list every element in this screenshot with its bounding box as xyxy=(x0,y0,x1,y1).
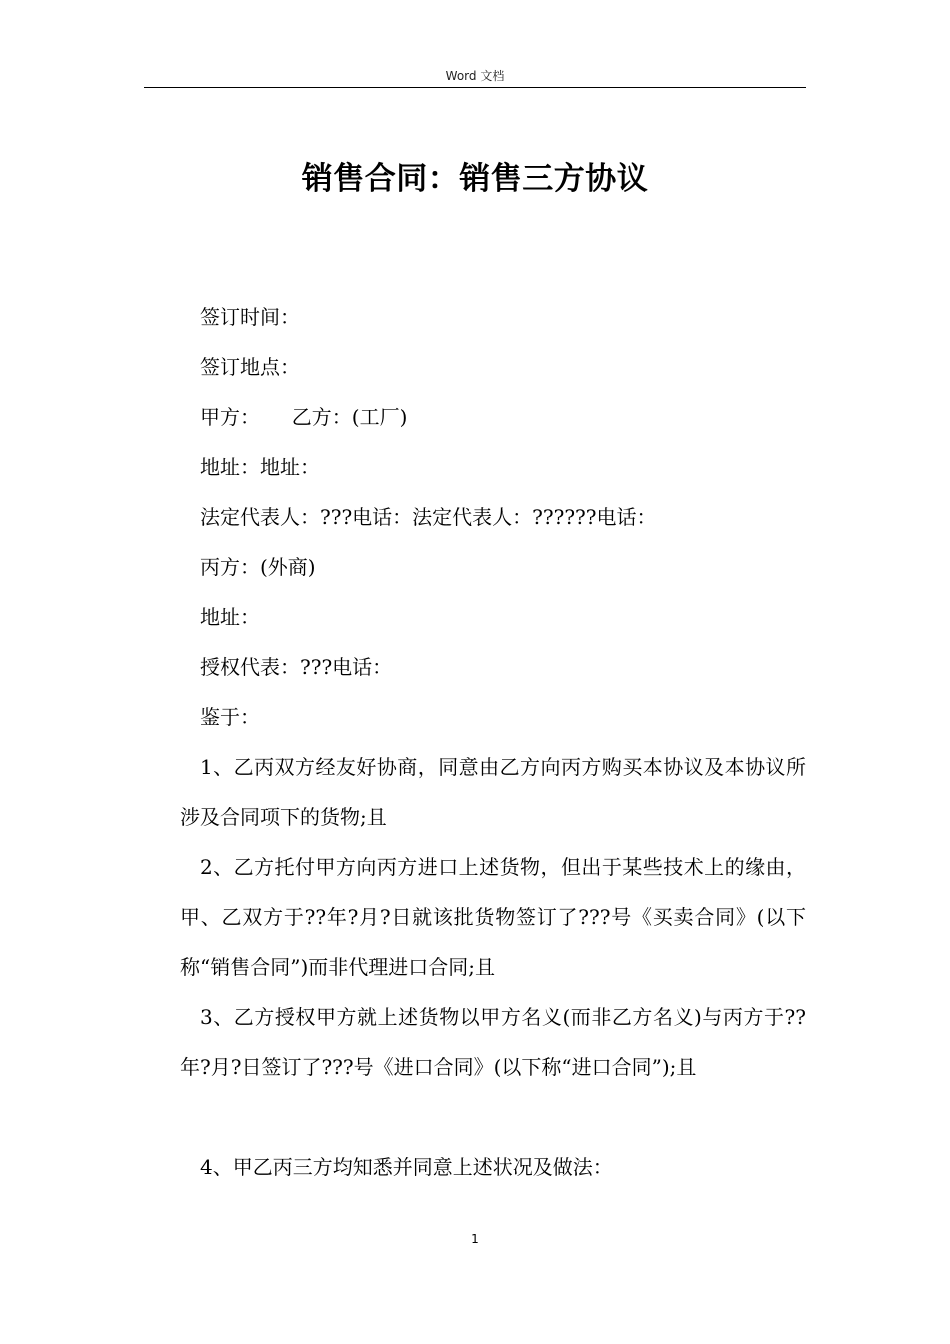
whereas-line: 鉴于： xyxy=(200,705,260,729)
signing-place-line: 签订地点： xyxy=(200,355,300,379)
clause-1: 1、乙丙双方经友好协商，同意由乙方向丙方购买本协议及本协议所涉及合同项下的货物;且 xyxy=(180,755,806,829)
clause-3: 3、乙方授权甲方就上述货物以甲方名义(而非乙方名义)与丙方于??年?月?日签订了???号《进口合同》(以下称“进口合同”);且 xyxy=(180,1005,806,1079)
page-header: Word 文档 xyxy=(445,69,505,83)
signing-time-line: 签订时间： xyxy=(200,305,300,329)
clause-2: 2、乙方托付甲方向丙方进口上述货物，但出于某些技术上的缘由，甲、乙双方于??年?月?日就该批货物签订了???号《买卖合同》(以下称“销售合同”)而非代理进口合同;且 xyxy=(180,855,806,979)
party-c-line: 丙方：(外商) xyxy=(200,555,316,579)
page-number: 1 xyxy=(471,1232,479,1246)
party-a-b-line: 甲方： 乙方：(工厂) xyxy=(200,405,408,429)
header-rule xyxy=(144,87,806,88)
document-title: 销售合同：销售三方协议 xyxy=(301,161,649,197)
address-line: 地址：地址： xyxy=(200,455,320,479)
legal-rep-line: 法定代表人：???电话：法定代表人：??????电话： xyxy=(200,505,657,529)
authorized-rep-line: 授权代表：???电话： xyxy=(200,655,393,679)
clause-4: 4、甲乙丙三方均知悉并同意上述状况及做法： xyxy=(200,1155,613,1179)
party-c-address-line: 地址： xyxy=(200,605,260,629)
paragraph-gap xyxy=(180,1092,806,1142)
document-body xyxy=(180,292,806,1192)
